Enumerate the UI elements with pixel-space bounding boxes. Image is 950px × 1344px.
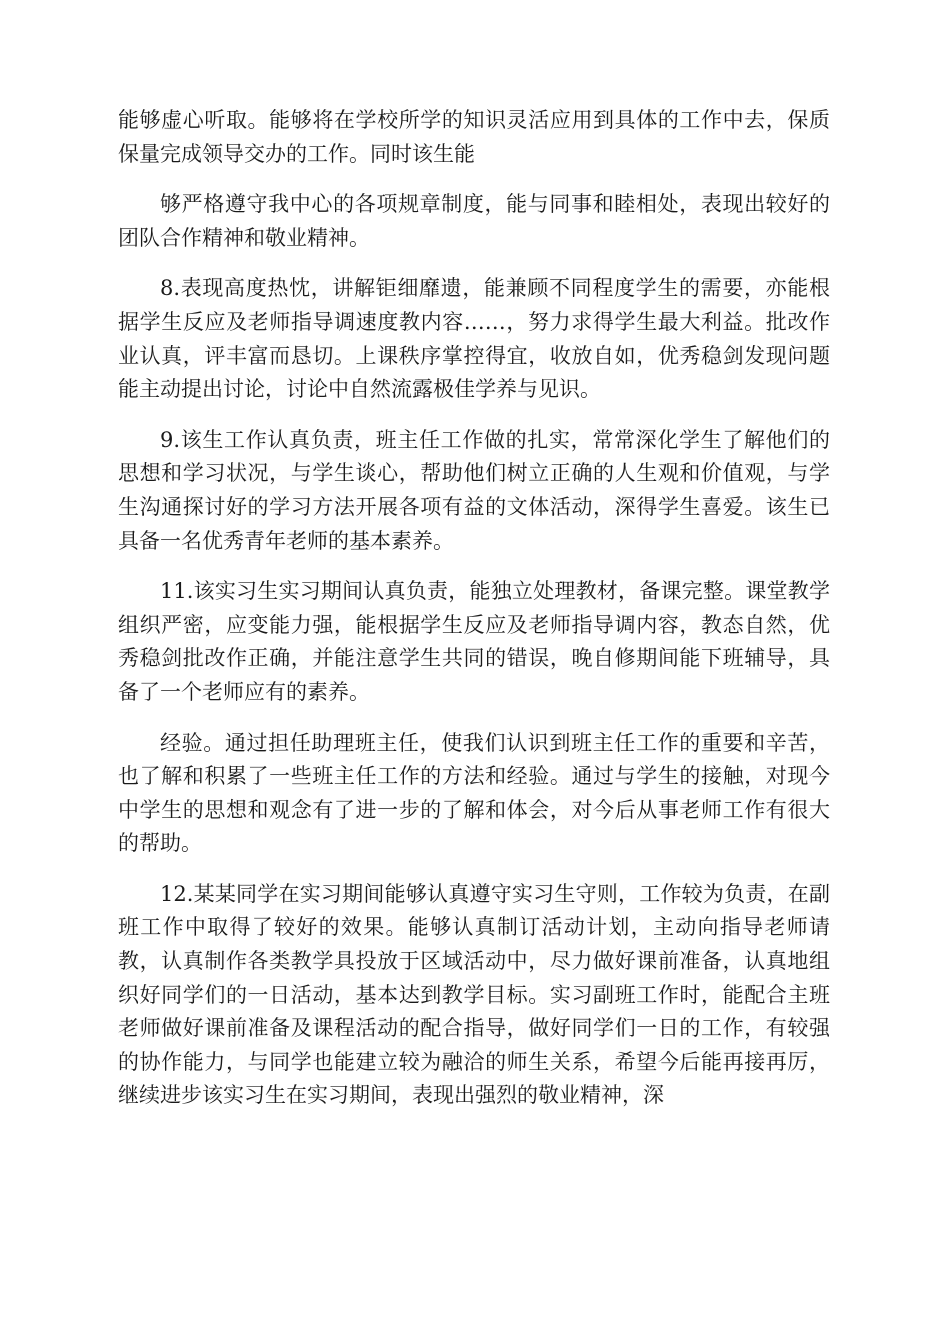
paragraph-6: 经验。通过担任助理班主任，使我们认识到班主任工作的重要和辛苦，也了解和积累了一些班主任工作的方法和经验。通过与学生的接触，对现今中学生的思想和观念有了进一步的了解和体会，对今后从事老师工作有很大的帮助。 — [118, 730, 830, 856]
paragraph-5: 11.该实习生实习期间认真负责，能独立处理教材，备课完整。课堂教学组织严密，应变能力强，能根据学生反应及老师指导调内容，教态自然，优秀稳剑批改作正确，并能注意学生共同的错误，晚自修期间能下班辅导，具备了一个老师应有的素养。 — [118, 579, 830, 704]
paragraph-7: 12.某某同学在实习期间能够认真遵守实习生守则，工作较为负责，在副班工作中取得了较好的效果。能够认真制订活动计划，主动向指导老师请教，认真制作各类教学具投放于区域活动中，尽力做好课前准备，认真地组织好同学们的一日活动，基本达到教学目标。实习副班工作时，能配合主班老师做好课前准备及课程活动的配合指导，做好同学们一日的工作，有较强的协作能力，与同学也能建立较为融洽的师生关系，希望今后能再接再厉，继续进步该实习生在实习期间，表现出强烈的敬业精神，深 — [118, 881, 830, 1108]
document-body — [118, 104, 830, 1130]
paragraph-2: 够严格遵守我中心的各项规章制度，能与同事和睦相处，表现出较好的团队合作精神和敬业精神。 — [118, 192, 830, 250]
paragraph-4: 9.该生工作认真负责，班主任工作做的扎实，常常深化学生了解他们的思想和学习状况，与学生谈心，帮助他们树立正确的人生观和价值观，与学生沟通探讨好的学习方法开展各项有益的文体活动，深得学生喜爱。该生已具备一名优秀青年老师的基本素养。 — [118, 427, 830, 553]
paragraph-1: 能够虚心听取。能够将在学校所学的知识灵活应用到具体的工作中去，保质保量完成领导交办的工作。同时该生能 — [118, 108, 830, 166]
paragraph-3: 8.表现高度热忱，讲解钜细靡遗，能兼顾不同程度学生的需要，亦能根据学生反应及老师指导调速度教内容……，努力求得学生最大利益。批改作业认真，评丰富而恳切。上课秩序掌控得宜，收放自如，优秀稳剑发现问题能主动提出讨论，讨论中自然流露极佳学养与见识。 — [118, 276, 830, 402]
